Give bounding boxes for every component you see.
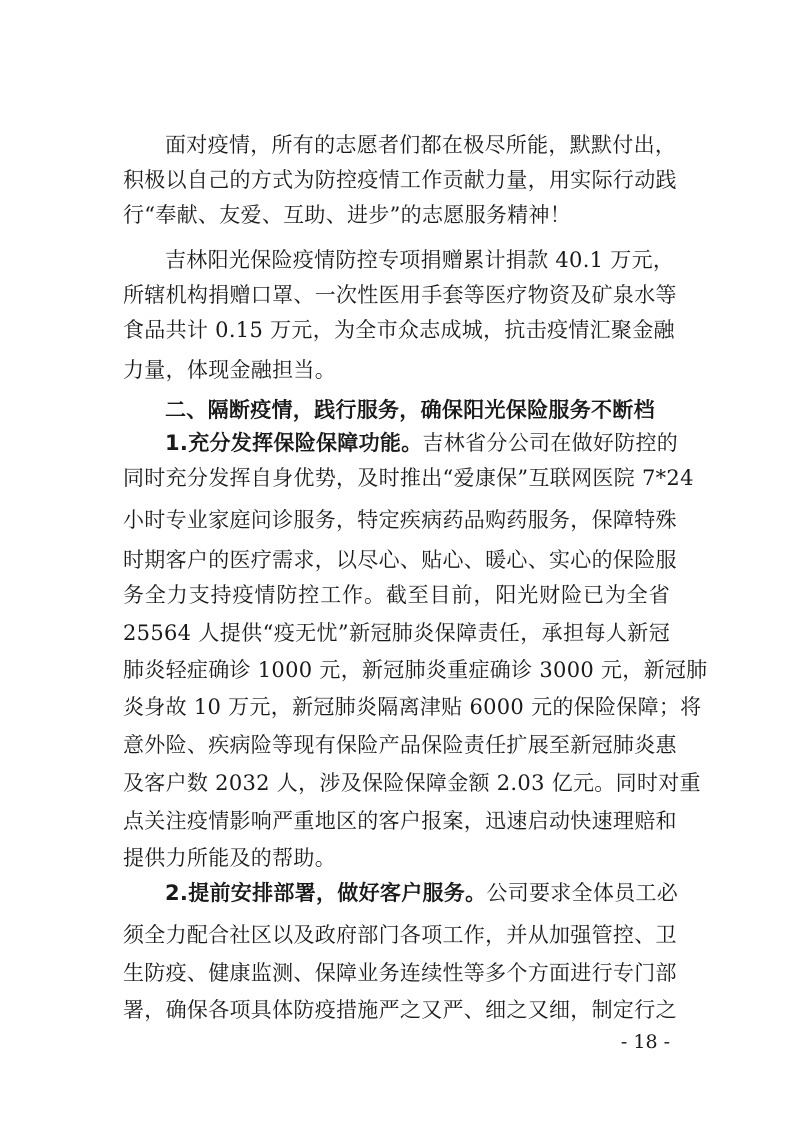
item-1-line-2: 同时充分发挥自身优势，及时推出“爱康保”互联网医院 7*24 (123, 466, 694, 490)
item-1-line-8: 炎身故 10 万元，新冠肺炎隔离津贴 6000 元的保险保障；将 (123, 695, 702, 719)
item-1-line-5: 务全力支持疫情防控工作。截至目前，阳光财险已为全省 (123, 583, 670, 607)
item-1-line-9: 意外险、疾病险等现有保险产品保险责任扩展至新冠肺炎惠 (123, 733, 677, 757)
item-1-first-line (165, 428, 679, 458)
item-2-line-2: 须全力配合社区以及政府部门各项工作，并从加强管控、卫 (123, 923, 677, 947)
item-2-first-line-rest: 公司要求全体员工必 (486, 881, 679, 905)
paragraph-2-line-3: 食品共计 0.15 万元，为全市众志成城，抗击疫情汇聚金融 (123, 318, 675, 342)
item-1-line-3: 小时专业家庭问诊服务，特定疾病药品购药服务，保障特殊 (123, 508, 677, 532)
paragraph-1-line-2: 积极以自己的方式为防控疫情工作贡献力量，用实际行动践 (123, 168, 677, 192)
item-1-line-4: 时期客户的医疗需求，以尽心、贴心、暖心、实心的保险服 (123, 548, 677, 572)
item-1-line-7: 肺炎轻症确诊 1000 元，新冠肺炎重症确诊 3000 元，新冠肺 (123, 658, 708, 682)
item-2-title: 2.提前安排部署，做好客户服务。 (165, 881, 487, 905)
item-1-first-line-rest: 吉林省分公司在做好防控的 (422, 431, 679, 455)
item-1-line-11: 点关注疫情影响严重地区的客户报案，迅速启动快速理赔和 (123, 809, 677, 833)
paragraph-1-line-3: 行“奉献、友爱、互助、进步”的志愿服务精神！ (123, 203, 572, 227)
item-2-first-line (165, 878, 679, 908)
page-number: - 18 - (620, 1031, 670, 1053)
paragraph-1-line-1: 面对疫情，所有的志愿者们都在极尽所能，默默付出， (165, 133, 677, 157)
item-1-title: 1.充分发挥保险保障功能。 (165, 431, 423, 455)
item-1-line-6: 25564 人提供“疫无忧”新冠肺炎保障责任，承担每人新冠 (123, 621, 670, 645)
item-1-line-10: 及客户数 2032 人，涉及保险保障金额 2.03 亿元。同时对重 (123, 771, 701, 795)
paragraph-2-line-1: 吉林阳光保险疫情防控专项捐赠累计捐款 40.1 万元， (165, 248, 675, 272)
section-heading: 二、隔断疫情，践行服务，确保阳光保险服务不断档 (165, 398, 655, 422)
paragraph-2-line-2: 所辖机构捐赠口罩、一次性医用手套等医疗物资及矿泉水等 (123, 283, 677, 307)
item-1-line-12: 提供力所能及的帮助。 (123, 846, 336, 870)
item-2-line-4: 署，确保各项具体防疫措施严之又严、细之又细，制定行之 (123, 998, 677, 1022)
paragraph-2-line-4: 力量，体现金融担当。 (123, 358, 336, 382)
item-2-line-3: 生防疫、健康监测、保障业务连续性等多个方面进行专门部 (123, 961, 677, 985)
